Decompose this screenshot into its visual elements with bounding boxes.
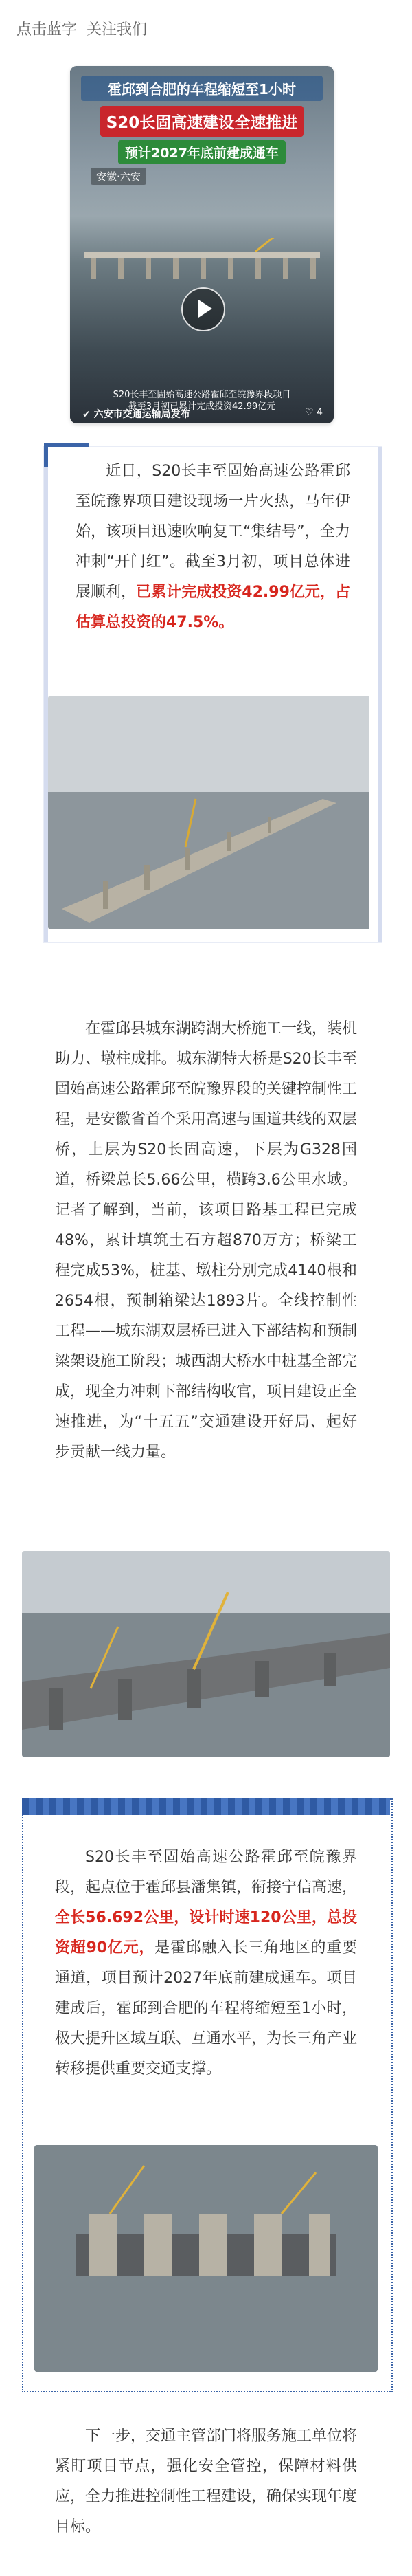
section3-paragraph	[55, 1842, 357, 2084]
construction-photo-2	[22, 1551, 390, 1757]
section3-stripe	[22, 1798, 390, 1815]
video-caption-line2: 截至3月初已累计完成投资42.99亿元	[128, 401, 276, 412]
construction-photo-1	[48, 696, 369, 929]
video-source-name: 六安市交通运输局发布	[93, 409, 190, 420]
video-caption-line1: S20长丰至固始高速公路霍邱至皖豫界段项目	[113, 390, 291, 400]
video-title-line3: 预计2027年底前建成通车	[118, 140, 286, 164]
section3-text-a: S20长丰至固始高速公路霍邱至皖豫界段，起点位于霍邱县潘集镇，衔接宁信高速，	[55, 1849, 358, 1896]
section1-paragraph	[76, 456, 350, 638]
follow-prompt: 点击蓝字	[16, 21, 78, 38]
likes-count[interactable]	[305, 407, 323, 418]
section4-paragraph: 下一步，交通主管部门将服务施工单位将紧盯项目节点，强化安全管控，保障材料供应，全力推进控制性工程建设，确保实现年度目标。	[55, 2428, 358, 2535]
section1-frame	[44, 447, 382, 942]
follow-link[interactable]: 关注我们	[87, 21, 148, 38]
likes-value: 4	[317, 407, 323, 418]
video-title-line1: 霍邱到合肥的车程缩短至1小时	[81, 76, 323, 101]
video-title-line2: S20长固高速建设全速推进	[100, 106, 304, 137]
section3-highlight: 全长56.692公里，设计时速120公里，总投资超90亿元，	[55, 1909, 357, 1957]
bridge-illustration	[84, 238, 320, 286]
video-card[interactable]	[70, 66, 334, 423]
section1-highlight: 已累计完成投资42.99亿元，占估算总投资的47.5%。	[76, 584, 350, 631]
video-channel-icon: ✔	[82, 409, 94, 420]
section3-text-c: 是霍邱融入长三角地区的重要通道，项目预计2027年底前建成通车。项目建成后，霍邱到合肥的车程将缩短至1小时，极大提升区域互联、互通水平，为长三角产业转移提供重要交通支撑。	[55, 1939, 358, 2078]
section2-paragraph: 在霍邱县城东湖跨湖大桥施工一线，装机助力、墩柱成排。城东湖特大桥是S20长丰至固始高速公路霍邱至皖豫界段的关键控制性工程，是安徽省首个采用高速与国道共线的双层桥，上层为S20长固高速，下层为G328国道，桥梁总长5.66公里，横跨3.6公里水域。记者了解到，当前，该项目路基工程已完成48%，累计填筑土石方超870万方；桥梁工程完成53%，桩基、墩柱分别完成4140根和2654根，预制箱梁达1893片。全线控制性工程——城东湖双层桥已进入下部结构和预制梁架设施工阶段；城西湖大桥水中桩基全部完成，现全力冲刺下部结构收官，项目建设正全速推进，为“十五五”交通建设开好局、起好步贡献一线力量。	[55, 1020, 358, 1461]
section1-text: 近日，S20长丰至固始高速公路霍邱至皖豫界项目建设现场一片火热，马年伊始，该项目迅速吹响复工“集结号”，全力冲刺“开门红”。截至3月初，项目总体进展顺利，	[76, 463, 350, 601]
heart-icon: ♡	[305, 407, 314, 418]
video-location: 安徽·六安	[91, 168, 146, 185]
construction-photo-3	[34, 2145, 378, 2372]
play-icon[interactable]	[181, 287, 225, 331]
follow-bar	[16, 16, 396, 40]
video-source[interactable]	[82, 407, 190, 421]
